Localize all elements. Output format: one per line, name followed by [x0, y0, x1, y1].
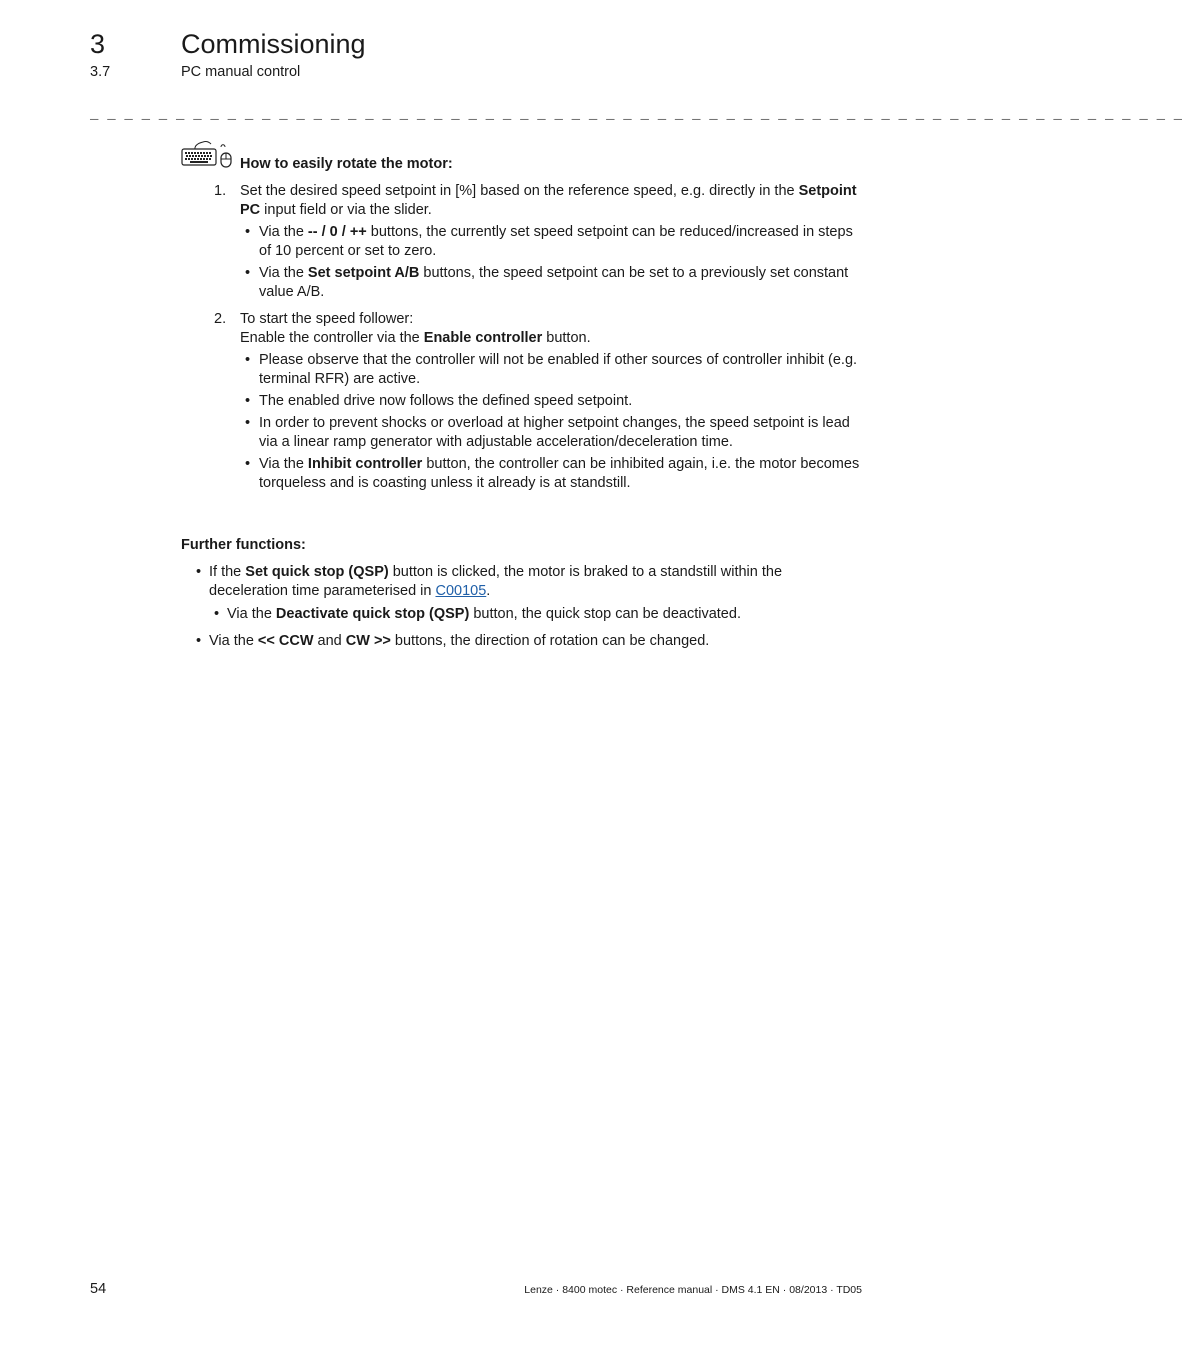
- bullet-text: buttons, the direction of rotation can be changed.: [390, 633, 710, 649]
- bullet-text: button, the quick stop can be deactivated.: [469, 606, 741, 622]
- bullet-text: The enabled drive now follows the defined speed setpoint.: [259, 393, 633, 409]
- list-item: [181, 563, 861, 601]
- ui-term: Set setpoint A/B: [307, 265, 420, 281]
- bullet-text: If the: [209, 564, 246, 580]
- step-text: [240, 329, 861, 348]
- chapter-title: Commissioning: [181, 29, 366, 59]
- bullet-text: In order to prevent shocks or overload at higher setpoint changes, the speed setpoint is lead via a linear ramp generator with adjustable acceleration/deceleration time.: [259, 415, 850, 450]
- list-item: [181, 351, 861, 389]
- bullet-text: Via the: [209, 633, 258, 649]
- bullet-text: .: [486, 583, 491, 599]
- bullet-text: Please observe that the controller will not be enabled if other sources of controller inhibit (e.g. terminal RFR) are active.: [259, 352, 858, 387]
- further-functions-heading: Further functions:: [181, 537, 306, 553]
- howto-title: How to easily rotate the motor:: [240, 156, 453, 172]
- step-number: 2.: [214, 311, 227, 327]
- ui-term: Setpoint PC: [240, 183, 857, 218]
- ui-term: Inhibit controller: [307, 456, 423, 472]
- list-item: [181, 632, 861, 651]
- step-text: To start the speed follower:: [240, 311, 414, 327]
- ui-term: << CCW: [257, 633, 314, 649]
- step-number: 1.: [214, 183, 227, 199]
- list-item: [181, 264, 861, 302]
- step-text-part: Enable the controller via the: [240, 330, 424, 346]
- bullet-text: button is clicked, the motor is braked to a standstill within the deceleration time parameterised in: [209, 564, 783, 599]
- bullet-text: button, the controller can be inhibited again, i.e. the motor becomes torqueless and is coasting unless it already is at standstill.: [259, 456, 860, 491]
- ui-term: Enable controller: [423, 330, 543, 346]
- bullet-text: Via the: [259, 456, 308, 472]
- step-text: input field or via the slider.: [260, 202, 432, 218]
- parameter-link[interactable]: C00105: [435, 583, 487, 599]
- ui-term: Deactivate quick stop (QSP): [275, 606, 470, 622]
- list-item: [181, 455, 861, 493]
- bullet-text: Via the: [259, 265, 308, 281]
- list-item: [181, 414, 861, 452]
- document-body: [181, 182, 861, 651]
- chapter-number: 3: [90, 29, 106, 59]
- section-title: PC manual control: [181, 64, 301, 80]
- step-1: [181, 182, 861, 220]
- bullet-text: Via the: [227, 606, 276, 622]
- ui-term: CW >>: [345, 633, 391, 649]
- bullet-text: buttons, the currently set speed setpoint can be reduced/increased in steps of 10 percent or set to zero.: [259, 224, 853, 259]
- section-number: 3.7: [90, 64, 111, 80]
- ui-term: Set quick stop (QSP): [245, 564, 389, 580]
- footer-doc-info: Lenze · 8400 motec · Reference manual · DMS 4.1 EN · 08/2013 · TD05: [524, 1284, 862, 1296]
- bullet-text: buttons, the speed setpoint can be set to a previously set constant value A/B.: [259, 265, 849, 300]
- bullet-text: and: [313, 633, 346, 649]
- page-number: 54: [90, 1281, 107, 1297]
- step-text: Set the desired speed setpoint in [%] based on the reference speed, e.g. directly in the: [240, 183, 799, 199]
- ui-term: -- / 0 / ++: [307, 224, 367, 240]
- list-item: [181, 605, 861, 624]
- bullet-text: Via the: [259, 224, 308, 240]
- list-item: [181, 392, 861, 411]
- header-divider: _ _ _ _ _ _ _ _ _ _ _ _ _ _ _ _ _ _ _ _ _ _ _ _ _ _ _ _ _ _ _ _ _ _ _ _ _ _ _ _ _ _ _ _ _ _ _ _ _ _ _ _ _ _ _ _ _ _ _ _ _ _ _ _: [90, 107, 1182, 123]
- keyboard-mouse-icon: [181, 141, 233, 169]
- step-text-part: button.: [542, 330, 591, 346]
- list-item: [181, 223, 861, 261]
- step-2: [181, 310, 861, 348]
